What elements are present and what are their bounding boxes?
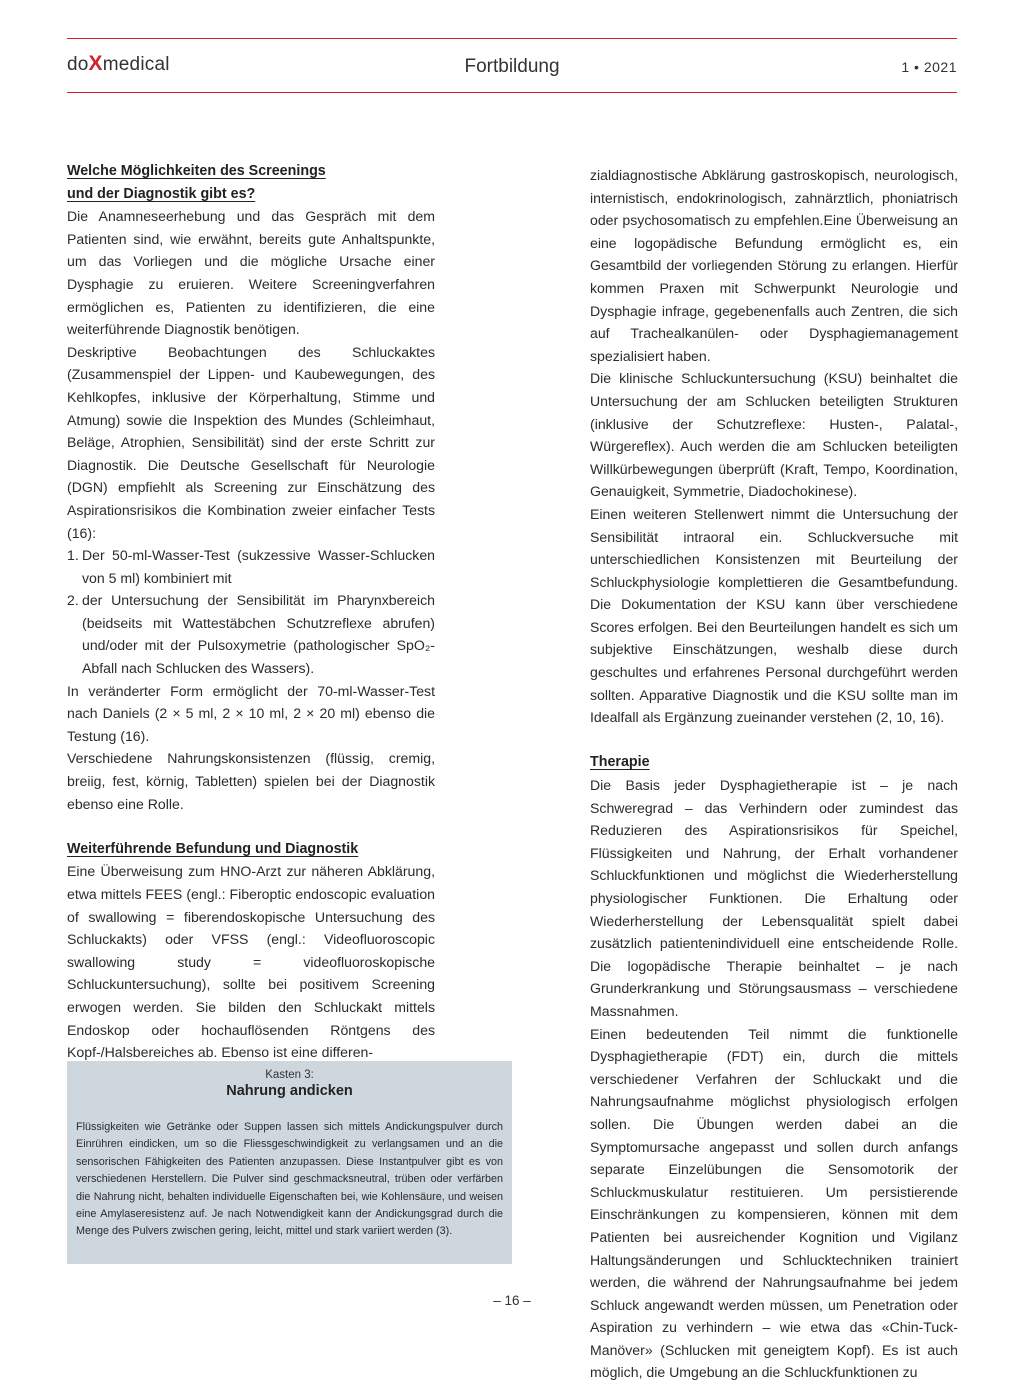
- right-column: [590, 164, 958, 1384]
- issue-number: 1 • 2021: [901, 59, 957, 75]
- paragraph: Einen weiteren Stellenwert nimmt die Untersuchung der Sensibilität intraoral ein. Schluckversuche mit unterschiedlichen Konsistenzen mit Beurteilung der Schluckphysiologie komplettieren die Gesamtbefundung. Die Dokumentation der KSU kann über verschiedene Scores erfolgen. Bei den Beurteilungen handelt es sich um subjektive Einschätzungen, weshalb diese durch geschultes und erfahrenes Personal durchgeführt werden sollten. Apparative Diagnostik und die KSU sollte man im Idealfall als Ergänzung zueinander verstehen (2, 10, 16).: [590, 505, 958, 726]
- paragraph: Deskriptive Beobachtungen des Schluckaktes (Zusammenspiel der Lippen- und Kaubewegungen, des Kehlkopfes, inklusive der Körperhaltung, Stimme und Atmung) sowie die Inspektion des Mundes (Schleimhaut, Beläge, Atrophien, Sensibilität) sind der erste Schritt zur Diagnostik. Die Deutsche Gesellschaft für Neurologie (DGN) empfiehlt als Screening zur Einschätzung des Aspirationsrisikos die Kombination zweier einfacher Tests (16):: [67, 343, 435, 541]
- list-item: [67, 589, 435, 679]
- heading-therapie-text: Therapie: [590, 754, 650, 771]
- logo-text-left: do: [67, 54, 89, 75]
- list-text: der Untersuchung der Sensibilität im Pharynxbereich (beidseits mit Wattestäbchen Schutzreflexe abrufen) und/oder mit der Pulsoxymetrie (pathologischer SpO₂-Abfall nach Schlucken des Wassers).: [82, 592, 435, 677]
- heading-screening-line1: Welche Möglichkeiten des Screenings: [67, 163, 326, 179]
- left-column: [67, 160, 435, 1064]
- spacer: [590, 729, 958, 752]
- heading-therapie: [590, 751, 958, 774]
- section-title: Fortbildung: [464, 56, 560, 77]
- heading-screening-line2: und der Diagnostik gibt es?: [67, 185, 256, 202]
- paragraph: Die Anamneseerhebung und das Gespräch mit dem Patienten sind, wie erwähnt, bereits gute Anhaltspunkte, um das Vorliegen und die mögliche Ursache einer Dysphagie zu eruieren. Weitere Screeningverfahren ermöglichen es, Patienten zu identifizieren, die eine weiterführende Diagnostik benötigen.: [67, 208, 435, 338]
- paragraph: zialdiagnostische Abklärung gastroskopisch, neurologisch, internistisch, endokrinologisch, zahnärztlich, phoniatrisch oder psychosomatisch zu empfehlen.Eine Überweisung an eine logopädische Befundung ermöglicht es, ein Gesamtbild der vorliegenden Störung zu erlangen. Hierfür kommen Praxen mit Schwerpunkt Neurologie und Dysphagie infrage, gegebenenfalls auch Zentren, die sich auf Trachealkanülen- oder Dysphagiemanagement spezialisiert haben.: [590, 167, 958, 364]
- list-number: 1.: [67, 547, 79, 564]
- list-text: Der 50-ml-Wasser-Test (sukzessive Wasser-Schlucken von 5 ml) kombiniert mit: [82, 547, 435, 586]
- paragraph: Eine Überweisung zum HNO-Arzt zur näheren Abklärung, etwa mittels FEES (engl.: Fiberoptic endoscopic evaluation of swallowing = fiberendoskopische Untersuchung des Schluckakts) oder VFSS (engl.: Videofluoroscopic swallowing study = videofluoroskopische Schluckuntersuchung), sollte bei positivem Screening erwogen werden. Sie bilden den Schluckakt mittels Endoskop oder hochauflösenden Röntgens des Kopf-/Halsbereiches ab. Ebenso ist eine differen-: [67, 863, 435, 1061]
- logo-text-right: medical: [102, 54, 170, 75]
- list-item: [67, 544, 435, 589]
- heading-befundung-text: Weiterführende Befundung und Diagnostik: [67, 840, 359, 857]
- info-box: [67, 1061, 512, 1264]
- logo-text-x: X: [88, 52, 103, 75]
- paragraph: Verschiedene Nahrungskonsistenzen (flüssig, cremig, breiig, fest, körnig, Tabletten) spielen bei der Diagnostik ebenso eine Rolle.: [67, 750, 435, 812]
- box-text: Flüssigkeiten wie Getränke oder Suppen lassen sich mittels Andickungspulver durch Einrühren eindicken, um so die Fliessgeschwindigkeit zu verlangsamen und an die sensorischen Fähigkeiten des Patienten anzupassen. Diese Instantpulver gibt es von verschiedenen Herstellern. Die Pulver sind geschmacksneutral, trüben oder verfärben die Nahrung nicht, behalten individuelle Eigenschaften bei, wie Kohlensäure, und weisen eine Amylaseresistenz auf. Je nach Notwendigkeit kann der Andickungsgrad durch die Menge des Pulvers zwischen gering, leicht, mittel und stark variiert werden (3).: [76, 1121, 503, 1238]
- box-kicker: Kasten 3:: [265, 1069, 314, 1081]
- paragraph: Einen bedeutenden Teil nimmt die funktionelle Dysphagietherapie (FDT) ein, durch die mittels verschiedener Verfahren der Schluckakt und die Nahrungsaufnahme möglichst physiologisch erfolgen sollen. Die Übungen werden dabei an die Symptomursache angepasst und sollen durch anfangs separate Einzelübungen die Sensomotorik der Schluckmuskulatur restituieren. Um persistierende Einschränkungen zu kompensieren, können mit dem Patienten bei ausreichender Kognition und Vigilanz Haltungsänderungen und Schlucktechniken trainiert werden, die während der Nahrungsaufnahme bei jedem Schluck angewandt werden müssen, um Penetration oder Aspiration zu verhindern – wie etwa das «Chin-Tuck-Manöver» (Schlucken mit geneigtem Kopf). Es ist auch möglich, die Umgebung an die Schluckfunktionen zu: [590, 1025, 958, 1381]
- test-list: [67, 544, 435, 680]
- spacer: [67, 815, 435, 838]
- list-number: 2.: [67, 592, 79, 609]
- paragraph: Die Basis jeder Dysphagietherapie ist – je nach Schweregrad – das Verhindern oder zumindest das Reduzieren des Aspirationsrisikos für Speichel, Flüssigkeiten und Nahrung, der Erhalt vorhandener Schluckfunktionen und möglichst die Wiederherstellung physiologischer Funktionen. Die Erhaltung oder Wiederherstellung der Lebensqualität spielt dabei zusätzlich patientenindividuell eine entscheidende Rolle. Die logopädische Therapie beinhaltet – je nach Grunderkrankung und Störungsausmass – verschiedene Massnahmen.: [590, 777, 958, 1019]
- header-top-rule: [67, 38, 957, 39]
- paragraph: Die klinische Schluckuntersuchung (KSU) beinhaltet die Untersuchung der am Schlucken beteiligten Strukturen (inklusive der Schutzreflexe: Husten-, Palatal-, Würgereflex). Auch werden die am Schlucken beteiligten Willkürbewegungen überprüft (Kraft, Tempo, Koordination, Genauigkeit, Symmetrie, Diadochokinese).: [590, 370, 958, 500]
- heading-befundung: [67, 838, 435, 861]
- heading-screening: [67, 160, 435, 205]
- paragraph: In veränderter Form ermöglicht der 70-ml-Wasser-Test nach Daniels (2 × 5 ml, 2 × 10 ml, 2 × 20 ml) ebenso die Testung (16).: [67, 682, 435, 744]
- header-bottom-rule: [67, 92, 957, 93]
- box-title: Nahrung andicken: [226, 1083, 353, 1099]
- page-number: – 16 –: [493, 1293, 531, 1308]
